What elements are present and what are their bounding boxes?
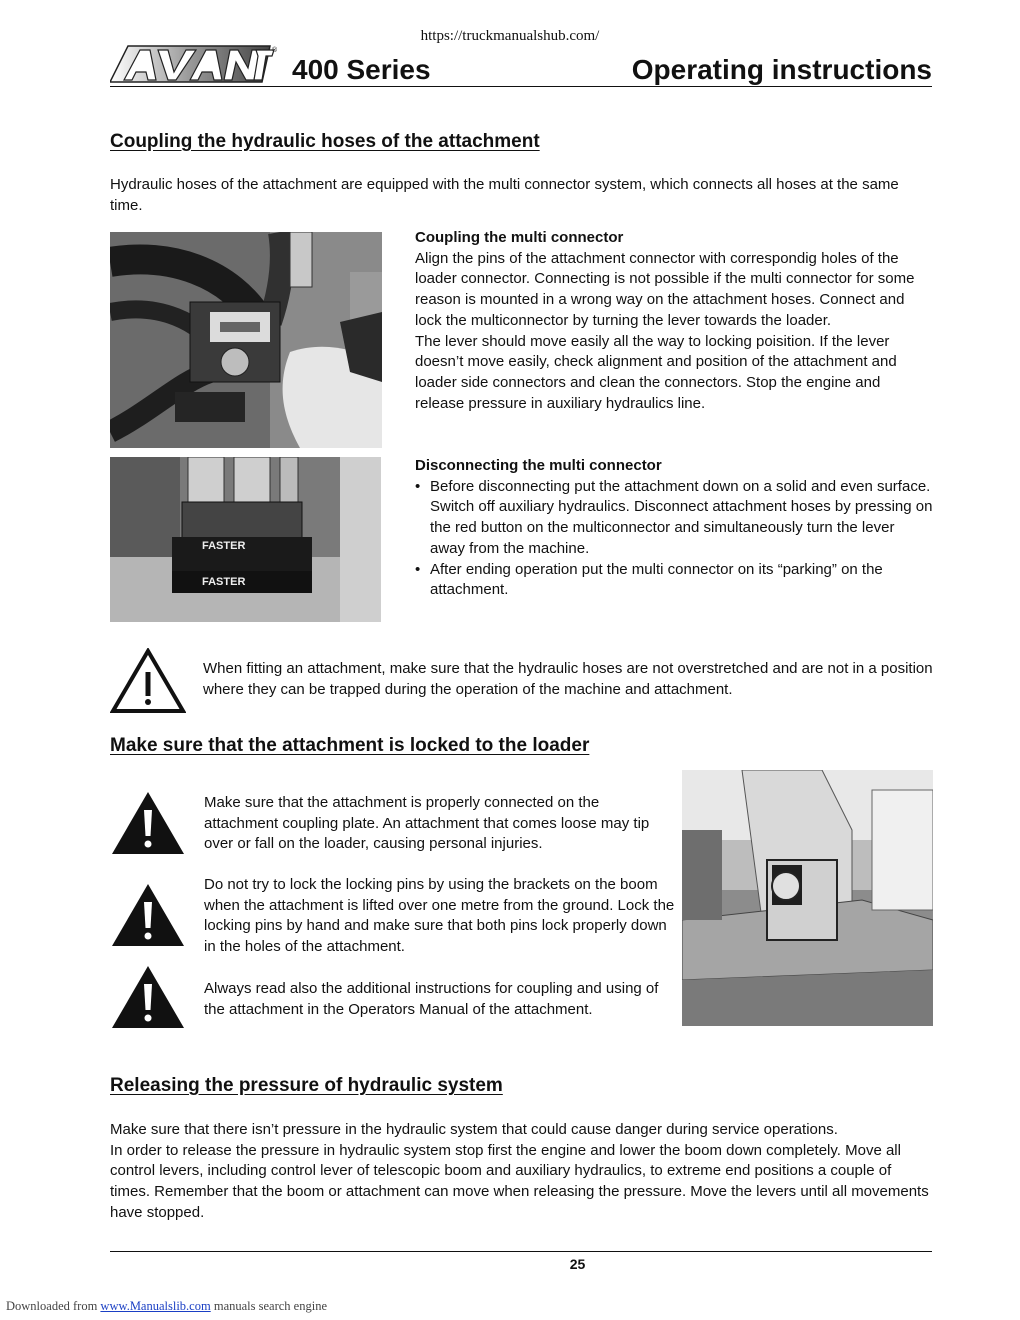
source-url[interactable]: https://truckmanualshub.com/ [420,28,600,44]
footer-rule [110,1251,932,1252]
bullet-text: Before disconnecting put the attachment down on a solid and even surface. Switch off auxiliary hydraulics. Disconnect attachment hoses by pressing on the red button on the multiconnector and simultaneously turn the lever away from the machine. [430,477,933,557]
bullet-text: After ending operation put the multi connector on its “parking” on the attachment. [430,560,883,599]
section-heading-coupling: Coupling the hydraulic hoses of the attachment [110,131,540,152]
pressure-paragraph-2: In order to release the pressure in hydraulic system stop first the engine and lower the boom down completely. Move all control levers, including control lever of telescopic boom and auxiliary hydraulics, to extreme end positions a couple of times. Remember that the boom or attachment can move when releasing the pressure. Move the levers until all movements have stopped. [110,1141,929,1221]
manualslib-link[interactable]: www.Manualslib.com [100,1299,211,1313]
multiconnector-coupling-photo [110,232,382,448]
coupling-paragraph-2: The lever should move easily all the way to locking poisition. If the lever doesn’t move easily, check alignment and position of the attachment and loader side connectors and clean the connectors. Stop the engine and release pressure in auxiliary hydraulics line. [415,332,897,412]
coupling-paragraph-1: Align the pins of the attachment connector with correspondig holes of the loader connector. Connecting is not possible if the multi connector for some reason is mounted in a wrong way on the attachment hoses. Connect and lock the multiconnector by turning the lever towards the loader. [415,249,915,329]
section-heading-locked: Make sure that the attachment is locked to the loader [110,735,590,756]
svg-text:®: ® [272,47,278,54]
document-title: Operating instructions [631,54,932,85]
locking-warning-1: Make sure that the attachment is properly connected on the attachment coupling plate. An attachment that comes loose may tip over or fall on the loader, causing personal injuries. [204,794,650,853]
locking-warning-3: Always read also the additional instructions for coupling and using of the attachment in the Operators Manual of the attachment. [204,980,659,1018]
coupling-subheading: Coupling the multi connector [415,229,624,246]
download-prefix: Downloaded from [6,1299,98,1313]
multiconnector-disconnect-photo [110,457,381,622]
disconnect-bullet-1 [415,477,933,560]
disconnect-instructions [415,456,933,601]
faster-label-top: FASTER [202,540,246,552]
pressure-instructions [110,1120,932,1224]
intro-paragraph: Hydraulic hoses of the attachment are equipped with the multi connector system, which connects all hoses at the same time. [110,176,899,214]
download-suffix: manuals search engine [213,1299,327,1313]
bullet-marker: • [415,477,421,495]
faster-label-bottom: FASTER [202,576,246,588]
page-number: 25 [569,1256,586,1272]
warning-solid-icon-2 [110,882,186,948]
avant-logo [110,44,278,84]
hose-warning-text: When fitting an attachment, make sure that the hydraulic hoses are not overstretched and are not in a position where they can be trapped during the operation of the machine and attachment. [203,660,933,698]
coupling-instructions [415,228,933,414]
section-heading-pressure: Releasing the pressure of hydraulic system [110,1075,503,1096]
pressure-paragraph-1: Make sure that there isn’t pressure in the hydraulic system that could cause danger during service operations. [110,1121,838,1138]
warning-solid-icon-3 [110,964,186,1030]
locking-pin-photo [682,770,933,1026]
disconnect-bullet-2 [415,560,933,601]
warning-solid-icon-1 [110,790,186,856]
warning-outline-icon [110,648,186,714]
disconnect-subheading: Disconnecting the multi connector [415,457,662,474]
locking-warning-2: Do not try to lock the locking pins by using the brackets on the boom when the attachment is lifted over one metre from the ground. Lock the locking pins by hand and make sure that both pins lock properly down in the holes of the attachment. [204,876,675,956]
page-header [110,40,932,87]
bullet-marker: • [415,560,421,578]
series-title: 400 Series [292,54,431,85]
download-notice [6,1299,327,1314]
